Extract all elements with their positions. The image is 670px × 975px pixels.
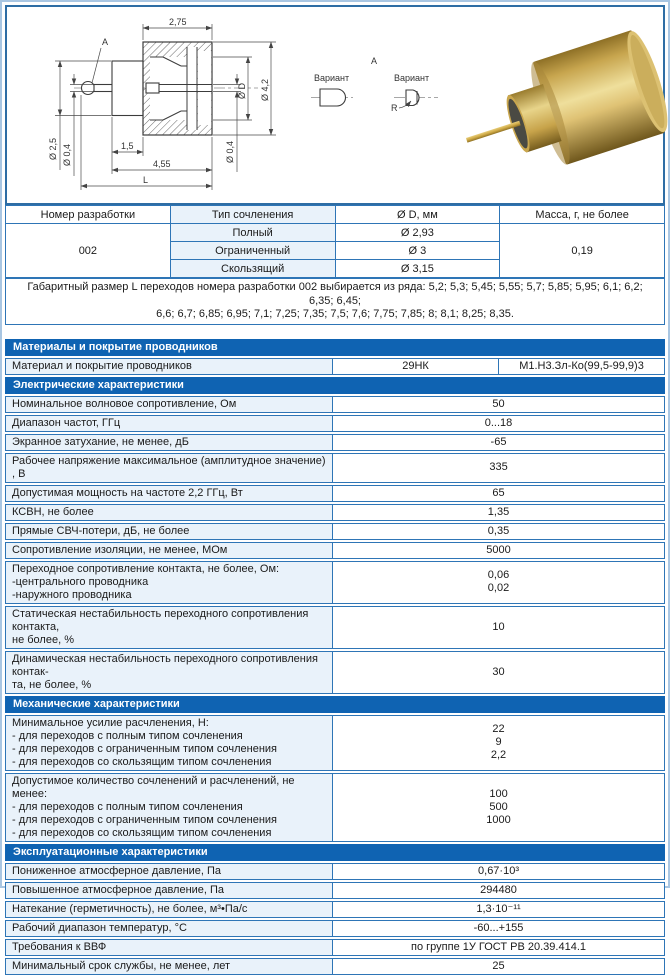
spec-type-limited: Ограниченный: [170, 242, 335, 260]
char-label: Сопротивление изоляции, не менее, МОм: [6, 543, 333, 558]
char-label: КСВН, не более: [6, 505, 333, 520]
spec-row: [6, 224, 665, 242]
char-label-line: Минимальное усилие расчленения, Н:: [12, 716, 209, 729]
char-value: [333, 562, 664, 603]
char-label: Минимальный срок службы, не менее, лет: [6, 959, 333, 974]
char-value: -65: [490, 435, 507, 448]
char-label-line: Допустимое количество сочленений и расчленений, не менее:: [12, 774, 295, 800]
char-value: 1,35: [487, 505, 510, 518]
char-label: Номинальное волновое сопротивление, Ом: [6, 397, 333, 412]
char-label-line: - для переходов с полным типом сочленения: [12, 729, 243, 742]
char-value-outer: М1.Н3.Зл-Ко(99,5-99,9)3: [498, 359, 664, 374]
char-label-line: - для переходов со скользящим типом сочленения: [12, 826, 272, 839]
char-label: Повышенное атмосферное давление, Па: [6, 883, 333, 898]
char-label: Допустимая мощность на частоте 2,2 ГГц, Вт: [6, 486, 333, 501]
dim-dia-0-4-left: Ø 0,4: [62, 143, 72, 166]
spec-d-sliding: Ø 3,15: [335, 260, 500, 278]
char-label: Натекание (герметичность), не более, м³•Па/с: [6, 902, 333, 917]
radius-label: R: [391, 103, 398, 113]
char-row-insulation-resistance: [5, 542, 665, 559]
char-value-line: 10: [492, 620, 505, 633]
section-title-operational: Эксплуатационные характеристики: [5, 844, 665, 861]
char-row-shield-attenuation: [5, 434, 665, 451]
char-value: 5000: [486, 543, 511, 556]
char-label: Пониженное атмосферное давление, Па: [6, 864, 333, 879]
char-label-line: -центрального проводника: [12, 575, 149, 588]
char-value-line: 0,06: [487, 569, 510, 581]
char-value-line: 500: [489, 800, 508, 813]
spec-header-dia-d: Ø D, мм: [335, 206, 500, 224]
spec-d-full: Ø 2,93: [335, 224, 500, 242]
char-label-line: та, не более, %: [12, 678, 92, 691]
char-value: 335: [489, 461, 508, 473]
char-label: [6, 716, 333, 770]
dim-top-width: 2,75: [169, 17, 187, 27]
dim-dia-4-2: Ø 4,2: [260, 78, 270, 101]
size-note-line2: 6,6; 6,7; 6,85; 6,95; 7,1; 7,25; 7,35; 7,5; 7,6; 7,75; 7,85; 8; 8,1; 8,25; 8,35.: [156, 308, 514, 320]
view-a-label: A: [371, 56, 378, 66]
char-row-mating-cycles: [5, 773, 665, 842]
char-label: Диапазон частот, ГГц: [6, 416, 333, 431]
char-label: Требования к ВВФ: [6, 940, 333, 955]
char-label-line: - для переходов с ограниченным типом сочленения: [12, 813, 277, 826]
size-note: [5, 278, 665, 325]
spec-table: [5, 205, 665, 278]
size-note-line1: Габаритный размер L переходов номера разработки 002 выбирается из ряда: 5,2; 5,3; 5,45; 5,55; 5,7; 5,85; 5,95; 6,1; 6,2; 6,35; 6,45;: [27, 281, 643, 307]
char-value: по группе 1У ГОСТ РВ 20.39.414.1: [411, 940, 586, 953]
spec-header-coupling-type: Тип сочленения: [170, 206, 335, 224]
spec-header-dev-number: Номер разработки: [6, 206, 171, 224]
char-label-line: Переходное сопротивление контакта, не более, Ом:: [12, 562, 280, 575]
dim-len-4-55: 4,55: [153, 159, 171, 169]
char-label-line: - для переходов с полным типом сочленения: [12, 800, 243, 813]
char-label-line: - для переходов с ограниченным типом сочленения: [12, 742, 277, 755]
char-value-line: 9: [495, 736, 502, 748]
char-value: 65: [492, 486, 505, 499]
variant2-label: Вариант: [394, 73, 430, 83]
char-label-line: -наружного проводника: [12, 588, 132, 601]
char-label: Экранное затухание, не менее, дБ: [6, 435, 333, 450]
char-label: Материал и покрытие проводников: [6, 359, 333, 374]
section-title-materials: Материалы и покрытие проводников: [5, 339, 665, 356]
char-value-line: 100: [489, 787, 508, 800]
char-value-line: 30: [492, 665, 505, 678]
spec-mass-value: 0,19: [500, 224, 665, 278]
technical-drawing: [7, 7, 663, 203]
char-label-line: Динамическая нестабильность переходного сопротивления контак-: [12, 652, 318, 678]
char-label: Рабочее напряжение максимальное (амплитудное значение) , В: [6, 454, 333, 482]
char-row-disengagement-force: [5, 715, 665, 771]
char-label: Прямые СВЧ-потери, дБ, не более: [6, 524, 333, 539]
char-value: 50: [492, 397, 505, 410]
char-row-high-pressure: [5, 882, 665, 899]
char-value: [333, 652, 664, 693]
char-label-line: Статическая нестабильность переходного сопротивления контакта,: [12, 607, 309, 633]
spec-type-sliding: Скользящий: [170, 260, 335, 278]
char-value-line: 0,02: [487, 582, 510, 594]
char-row-leakage: [5, 901, 665, 918]
char-label: Рабочий диапазон температур, °С: [6, 921, 333, 936]
char-value-line: 2,2: [490, 749, 507, 761]
char-row-insertion-loss: [5, 523, 665, 540]
characteristics-table: [5, 339, 665, 975]
char-label: [6, 562, 333, 603]
char-row-low-pressure: [5, 863, 665, 880]
char-value: [333, 716, 664, 770]
char-row-dynamic-instability: [5, 651, 665, 694]
char-row-static-instability: [5, 606, 665, 649]
section-title-electrical: Электрические характеристики: [5, 377, 665, 394]
char-row-vvf-requirements: [5, 939, 665, 956]
char-value: 0,35: [487, 524, 510, 537]
char-row-impedance: [5, 396, 665, 413]
char-row-temperature-range: [5, 920, 665, 937]
view-a-detail: [311, 56, 438, 113]
char-value-inner: 29НК: [402, 359, 429, 372]
view-a-leader-label: A: [102, 37, 109, 47]
spec-dev-number: 002: [6, 224, 171, 278]
dim-length-l: L: [143, 175, 149, 185]
char-row-max-voltage: [5, 453, 665, 483]
char-value: 1,3·10⁻¹¹: [476, 902, 521, 915]
char-row-max-power: [5, 485, 665, 502]
char-value: [333, 607, 664, 648]
connector-section-view: [82, 42, 213, 135]
char-label-line: - для переходов со скользящим типом сочленения: [12, 755, 272, 768]
dim-dia-0-4-right: Ø 0,4: [225, 140, 235, 163]
spec-type-full: Полный: [170, 224, 335, 242]
variant1-label: Вариант: [314, 73, 350, 83]
char-row-vswr: [5, 504, 665, 521]
char-label: [6, 652, 333, 693]
char-value: 25: [492, 959, 505, 972]
char-label: [6, 607, 333, 648]
char-value: -60...+155: [473, 921, 524, 934]
section-title-mechanical: Механические характеристики: [5, 696, 665, 713]
char-row-contact-resistance: [5, 561, 665, 604]
spec-d-limited: Ø 3: [335, 242, 500, 260]
char-value-line: 1000: [486, 813, 511, 826]
char-value: [333, 774, 664, 841]
char-value: 0,67·10³: [478, 864, 519, 877]
dim-len-1-5: 1,5: [121, 141, 134, 151]
spec-header-mass: Масса, г, не более: [500, 206, 665, 224]
connector-photo: [450, 27, 670, 192]
dim-dia-d: Ø D: [237, 82, 247, 99]
char-row-service-life: [5, 958, 665, 975]
technical-drawing-box: [5, 5, 665, 205]
dim-dia-2-5: Ø 2,5: [48, 137, 58, 160]
char-row-material: [5, 358, 665, 375]
char-row-freq-range: [5, 415, 665, 432]
spec-header-row: [6, 206, 665, 224]
char-value: 294480: [480, 883, 517, 896]
char-label: [6, 774, 333, 841]
char-value-line: 22: [492, 723, 505, 735]
char-value: 0...18: [484, 416, 513, 429]
char-label-line: не более, %: [12, 633, 74, 646]
